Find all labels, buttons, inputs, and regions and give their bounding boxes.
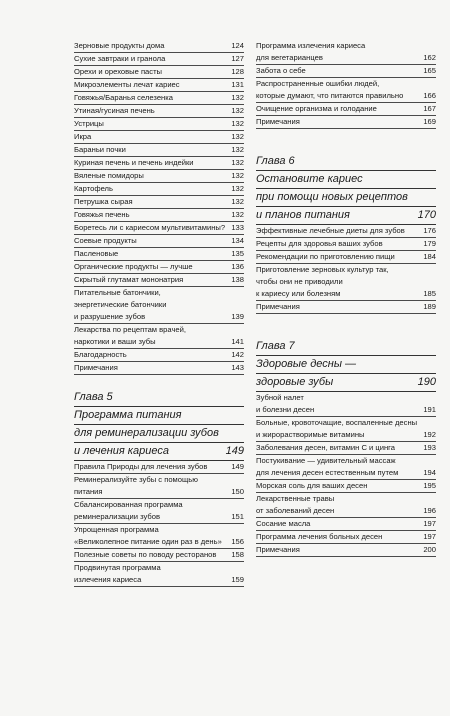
entries-group (74, 40, 244, 375)
toc-entry-page: 167 (423, 104, 436, 113)
chapter-title-line (256, 356, 436, 374)
toc-entry (256, 531, 436, 544)
toc-entry-page: 132 (231, 197, 244, 206)
toc-entry (74, 524, 244, 549)
chapter-page: 149 (225, 445, 244, 457)
toc-entry-title: Питательные батончики, энергетические батончики и разрушение зубов (74, 288, 167, 321)
toc-entry-title: Картофель (74, 184, 113, 193)
toc-entry (256, 225, 436, 238)
spacer (256, 129, 436, 139)
toc-entry (74, 287, 244, 324)
toc-entry (256, 442, 436, 455)
toc-entry (74, 105, 244, 118)
toc-entry-title: Программа излечения кариеса для вегетарианцев (256, 41, 366, 62)
toc-entry (74, 53, 244, 66)
toc-entry-page: 176 (423, 226, 436, 235)
toc-entry-title: Говяжья/Баранья селезенка (74, 93, 173, 102)
toc-entry (74, 183, 244, 196)
toc-entry-page: 131 (231, 80, 244, 89)
toc-entry (74, 349, 244, 362)
toc-entry (74, 274, 244, 287)
toc-entry-page: 184 (423, 252, 436, 261)
toc-entry-page: 169 (423, 117, 436, 126)
toc-entry (74, 40, 244, 53)
toc-entry-title: Петрушка сырая (74, 197, 133, 206)
toc-entry (256, 251, 436, 264)
chapter-title-line (74, 407, 244, 425)
toc-entry-title: Примечания (256, 117, 300, 126)
chapter-title-line (74, 443, 244, 461)
toc-entry-page: 132 (231, 145, 244, 154)
toc-entry (256, 238, 436, 251)
toc-entry-title: Орехи и ореховые пасты (74, 67, 163, 76)
toc-entry-title: Лекарственные травы от заболеваний десен (256, 494, 335, 515)
toc-entry-title: Примечания (256, 545, 300, 554)
chapter-label: Глава 6 (256, 153, 436, 171)
chapter-title-line (256, 171, 436, 189)
toc-left-column (74, 40, 244, 587)
toc-entry-title: Реминерализуйте зубы с помощью питания (74, 475, 198, 496)
toc-entry-title: Боретесь ли с кариесом мультивитамины? (74, 223, 226, 232)
toc-entry-page: 158 (231, 550, 244, 559)
chapter-label: Глава 7 (256, 338, 436, 356)
toc-entry-page: 185 (423, 289, 436, 298)
entries-group (74, 461, 244, 587)
toc-entry-title: Микроэлементы лечат кариес (74, 80, 180, 89)
toc-entry (74, 209, 244, 222)
chapter-title-text: для реминерализации зубов (74, 427, 219, 439)
chapter-title-line (256, 374, 436, 392)
toc-entry (74, 474, 244, 499)
toc-entry (74, 461, 244, 474)
toc-entry-page: 165 (423, 66, 436, 75)
toc-entry-page: 193 (423, 443, 436, 452)
toc-entry-title: Морская соль для ваших десен (256, 481, 368, 490)
toc-entry-page: 192 (423, 430, 436, 439)
toc-entry-page: 189 (423, 302, 436, 311)
toc-entry-title: Постукивание — удивительный массаж для лечения десен естественным путем (256, 456, 399, 477)
toc-entry-title: Вяленые помидоры (74, 171, 144, 180)
toc-entry (74, 362, 244, 375)
toc-entry-title: Рекомендации по приготовлению пищи (256, 252, 395, 261)
toc-entry-page: 135 (231, 249, 244, 258)
toc-entry (74, 324, 244, 349)
toc-entry (256, 480, 436, 493)
toc-entry-page: 132 (231, 106, 244, 115)
toc-entry (256, 518, 436, 531)
toc-entry (74, 92, 244, 105)
toc-entry-title: Упрощенная программа «Великолепное питание один раз в день» (74, 525, 222, 546)
chapter-7-heading (256, 338, 436, 392)
toc-entry-title: Куриная печень и печень индейки (74, 158, 194, 167)
toc-entry (74, 499, 244, 524)
toc-entry-page: 179 (423, 239, 436, 248)
toc-entry-title: Соевые продукты (74, 236, 137, 245)
chapter-page: 190 (417, 376, 436, 388)
toc-entry-title: Программа лечения больных десен (256, 532, 383, 541)
spacer (256, 314, 436, 324)
toc-entry-page: 194 (423, 468, 436, 477)
chapter-title-text: и планов питания (256, 209, 350, 221)
toc-entry-page: 136 (231, 262, 244, 271)
toc-entry (256, 493, 436, 518)
toc-entry (74, 170, 244, 183)
toc-entry-title: Эффективные лечебные диеты для зубов (256, 226, 405, 235)
toc-entry (74, 235, 244, 248)
entries-group (256, 392, 436, 557)
toc-entry-page: 149 (231, 462, 244, 471)
toc-entry (74, 222, 244, 235)
toc-entry-title: Бараньи почки (74, 145, 126, 154)
toc-right-column (256, 40, 436, 557)
toc-entry (256, 116, 436, 129)
toc-entry (74, 562, 244, 587)
toc-entry (74, 261, 244, 274)
toc-entry (256, 417, 436, 442)
toc-entry-title: Зубной налет и болезни десен (256, 393, 315, 414)
toc-entry-title: Сбалансированная программа реминерализации зубов (74, 500, 183, 521)
toc-entry-title: Примечания (74, 363, 118, 372)
toc-entry-title: Примечания (256, 302, 300, 311)
toc-entry-page: 132 (231, 210, 244, 219)
chapter-5-heading (74, 389, 244, 461)
toc-entry (256, 544, 436, 557)
toc-entry-title: Забота о себе (256, 66, 306, 75)
toc-entry-title: Органические продукты — лучше (74, 262, 193, 271)
entries-group (256, 40, 436, 129)
toc-entry-title: Сухие завтраки и гранола (74, 54, 166, 63)
toc-entry-page: 195 (423, 481, 436, 490)
toc-entry-page: 127 (231, 54, 244, 63)
chapter-title-text: Программа питания (74, 409, 182, 421)
toc-entry (256, 78, 436, 103)
chapter-title-line (256, 207, 436, 225)
toc-entry (256, 264, 436, 301)
toc-entry-page: 197 (423, 519, 436, 528)
chapter-label: Глава 5 (74, 389, 244, 407)
toc-entry-page: 133 (231, 223, 244, 232)
chapter-title-text: здоровые зубы (256, 376, 334, 388)
toc-entry-title: Зерновые продукты дома (74, 41, 165, 50)
toc-entry-title: Полезные советы по поводу ресторанов (74, 550, 217, 559)
toc-entry-page: 141 (231, 337, 244, 346)
toc-entry-title: Приготовление зерновых культур так, чтобы они не приводили к кариесу или болезням (256, 265, 389, 298)
toc-entry-title: Благодарность (74, 350, 127, 359)
toc-entry (74, 196, 244, 209)
toc-entry (74, 549, 244, 562)
toc-entry-title: Устрицы (74, 119, 104, 128)
toc-entry (256, 455, 436, 480)
toc-entry-page: 191 (423, 405, 436, 414)
toc-entry-page: 142 (231, 350, 244, 359)
chapter-page: 170 (417, 209, 436, 221)
toc-entry-page: 124 (231, 41, 244, 50)
toc-entry (74, 144, 244, 157)
toc-entry-page: 132 (231, 184, 244, 193)
toc-entry-page: 162 (423, 53, 436, 62)
toc-entry-title: Говяжья печень (74, 210, 130, 219)
chapter-title-line (74, 425, 244, 443)
toc-entry (256, 40, 436, 65)
toc-entry-page: 128 (231, 67, 244, 76)
toc-entry-page: 197 (423, 532, 436, 541)
toc-entry-page: 196 (423, 506, 436, 515)
toc-entry-page: 132 (231, 132, 244, 141)
toc-entry (256, 103, 436, 116)
toc-entry-title: Сосание масла (256, 519, 311, 528)
entries-group (256, 225, 436, 314)
toc-entry-title: Продвинутая программа излечения кариеса (74, 563, 161, 584)
toc-entry (256, 392, 436, 417)
toc-entry (74, 248, 244, 261)
toc-entry-title: Заболевания десен, витамин С и цинга (256, 443, 396, 452)
toc-entry-title: Пасленовые (74, 249, 119, 258)
toc-entry-title: Рецепты для здоровья ваших зубов (256, 239, 383, 248)
toc-entry-title: Распространенные ошибки людей, которые думают, что питаются правильно (256, 79, 404, 100)
toc-entry-title: Утиная/гусиная печень (74, 106, 155, 115)
toc-entry-title: Правила Природы для лечения зубов (74, 462, 208, 471)
toc-entry-title: Скрытый глутамат мононатрия (74, 275, 184, 284)
toc-entry-page: 150 (231, 487, 244, 496)
chapter-title-text: Остановите кариес (256, 173, 363, 185)
chapter-title-line (256, 189, 436, 207)
toc-entry-title: Больные, кровоточащие, воспаленные десны и жирорастворимые витамины (256, 418, 418, 439)
toc-entry-page: 200 (423, 545, 436, 554)
toc-entry-page: 134 (231, 236, 244, 245)
chapter-6-heading (256, 153, 436, 225)
toc-entry (256, 301, 436, 314)
chapter-title-text: при помощи новых рецептов (256, 191, 408, 203)
toc-entry-page: 139 (231, 312, 244, 321)
toc-entry (74, 79, 244, 92)
toc-entry-page: 132 (231, 158, 244, 167)
toc-entry (74, 118, 244, 131)
toc-entry-title: Икра (74, 132, 92, 141)
toc-entry-page: 156 (231, 537, 244, 546)
toc-entry (74, 131, 244, 144)
toc-entry-page: 166 (423, 91, 436, 100)
toc-entry-page: 132 (231, 93, 244, 102)
toc-entry-page: 132 (231, 171, 244, 180)
chapter-title-text: Здоровые десны — (256, 358, 356, 370)
toc-entry-page: 143 (231, 363, 244, 372)
toc-entry-title: Очищение организма и голодание (256, 104, 377, 113)
toc-entry (256, 65, 436, 78)
toc-entry-page: 138 (231, 275, 244, 284)
toc-entry-title: Лекарства по рецептам врачей, наркотики и ваши зубы (74, 325, 186, 346)
chapter-title-text: и лечения кариеса (74, 445, 169, 457)
toc-entry-page: 132 (231, 119, 244, 128)
toc-entry-page: 151 (231, 512, 244, 521)
toc-entry-page: 159 (231, 575, 244, 584)
toc-entry (74, 157, 244, 170)
toc-entry (74, 66, 244, 79)
